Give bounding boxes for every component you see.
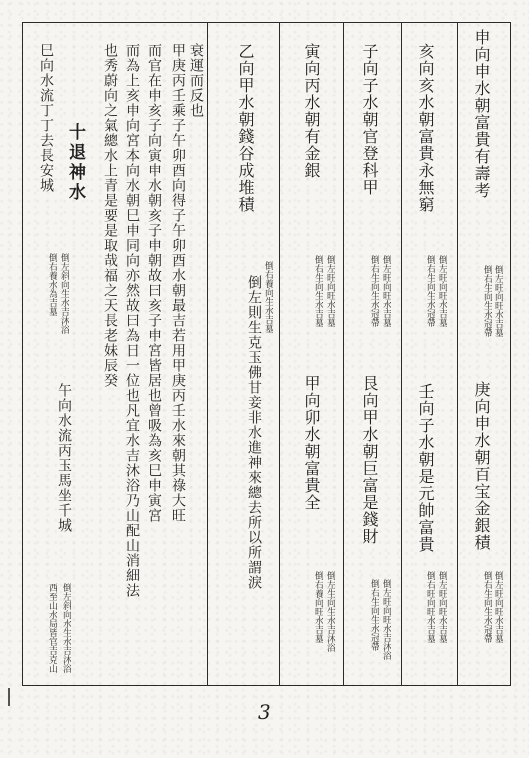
column-4-top-note-left: 倒右生向生水吉墓 [313,255,323,327]
column-rule [401,23,402,685]
prose-line-3: 而官在申亥子向寅申水朝亥子申朝故曰亥子申宮皆居也曾吸為亥巳申寅宮 [146,43,162,523]
column-4-top-note-right: 倒左旺向旺水吉墓 [325,255,335,327]
column-2-bottom-note-right: 倒左旺向旺水吉墓 [437,571,447,643]
text-frame [22,22,511,686]
prose-line-4: 而為上亥申向宮本向水朝巳申同向亦然故曰為日一位也凡宜水吉沐浴乃山配山消細法 [124,43,140,598]
section-note-2-right: 倒左斜向水生水吉沐浴 [61,583,71,673]
column-3-bottom-note-left: 倒右生向生水冠帶 [369,579,379,651]
section-note-2-left: 西至山水局皆官吉克山 [47,583,57,673]
page-number: 3 [258,700,271,724]
column-3-top-text: 子向子水朝官登科甲 [360,43,379,196]
column-2-bottom-note-left: 倒右旺向旺水吉墓 [425,571,435,643]
prose-line-5: 也秀蔚向之氣總水上青是要是取哉福之天長老妹辰癸 [102,43,118,388]
column-2-top-note-left: 倒右生向生水冠帶 [425,255,435,327]
column-rule [279,23,280,685]
column-5-top-note-right: 倒右養向生水吉墓 [263,261,273,333]
column-rule [207,23,208,685]
column-3-top-note-right: 倒左旺向旺水吉墓 [381,255,391,327]
prose-line-2: 甲庚丙壬乘子午卯酉向得子午卯酉水朝最吉若用甲庚丙壬水來朝其祿大旺 [170,43,186,523]
section-line-1: 巳向水流丁丁去長安城 [38,43,54,193]
column-1-bottom-note-right: 倒左旺向旺水吉墓 [493,571,503,643]
section-heading: 十退神水 [65,123,85,203]
column-4-bottom-note-left: 倒右養向旺水吉墓 [313,571,323,643]
column-1-bottom-text: 庚向申水朝百宝金銀積 [472,381,491,551]
prose-line-1: 衰運而反也 [188,43,204,118]
column-3-bottom-note-right: 倒左旺向旺水吉沐浴 [381,579,391,660]
column-5-top-text: 乙向甲水朝錢谷成堆積 [236,43,255,213]
column-3-top-note-left: 倒右生向生水冠帶 [369,255,379,327]
column-2-top-note-right: 倒左旺向旺水吉墓 [437,255,447,327]
column-2-bottom-text: 壬向子水朝是元帥富貴 [416,383,435,553]
column-1-top-note-right: 倒左旺向旺水吉墓 [493,265,503,337]
column-1-bottom-note-left: 倒右生向生水冠帶 [482,571,492,643]
column-3-bottom-text: 艮向甲水朝巨富是錢財 [360,375,379,545]
column-4-bottom-text: 甲向卯水朝富貴全 [302,375,321,511]
column-1-top-text: 申向申水朝富貴有壽考 [472,29,491,199]
column-5-bottom-text: 倒左則生克玉佛甘妾非水進神來總去所以所謂淚 [246,275,262,590]
section-note-1-right: 倒左斜向生水吉沐浴 [59,253,69,334]
column-2-top-text: 亥向亥水朝富貴永無窮 [416,43,435,213]
column-4-bottom-note-right: 倒左生向生水吉沐浴 [325,571,335,652]
section-line-2: 午向水流丙玉馬坐千城 [56,383,72,533]
column-4-top-text: 寅向丙水朝有金銀 [302,43,321,179]
column-1-top-note-left: 倒右生向生水冠帶 [482,265,492,337]
section-note-1-left: 倒右養水為吉墓 [47,253,57,316]
column-rule [457,23,458,685]
column-rule [343,23,344,685]
margin-mark [8,688,10,706]
